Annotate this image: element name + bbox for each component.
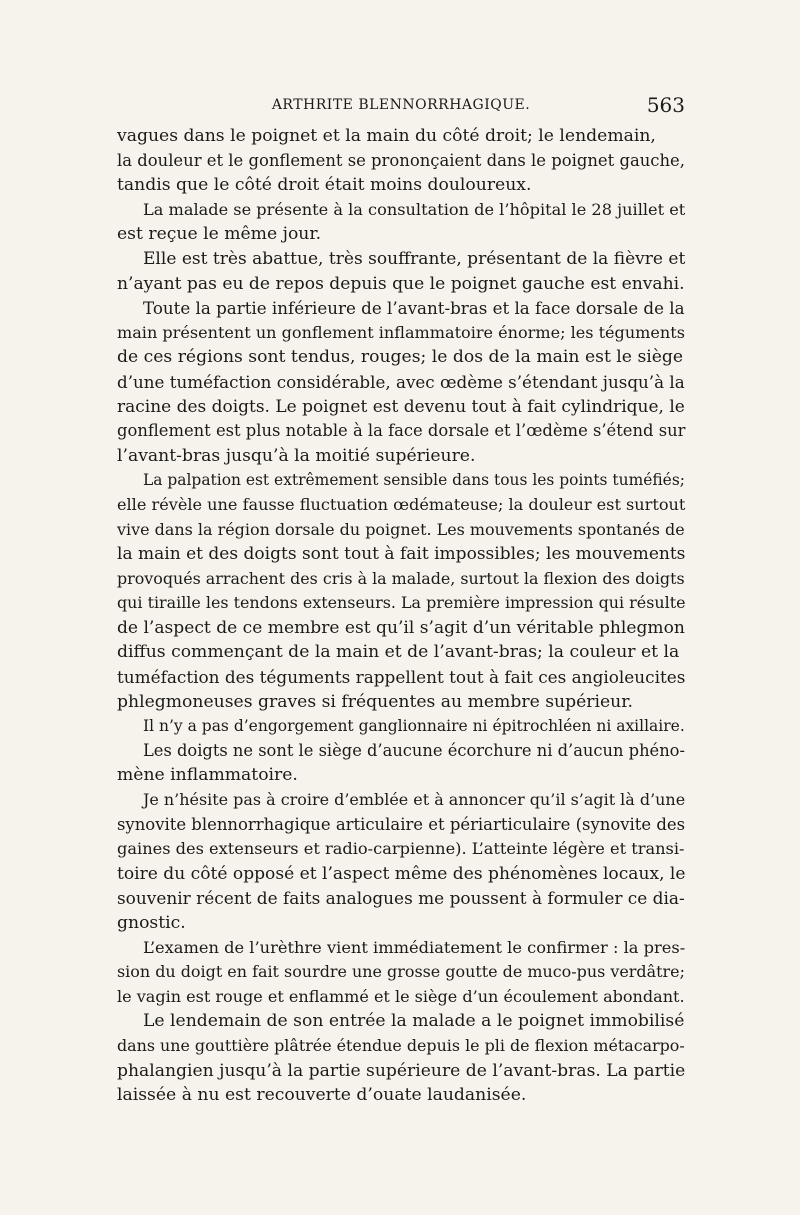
text-line: main présentent un gonflement inflammatoire énorme; les téguments — [117, 322, 685, 342]
text-line: La palpation est extrêmement sensible dans tous les points tuméfiés; — [143, 471, 685, 490]
text-line: d’une tuméfaction considérable, avec œdème s’étendant jusqu’à la — [117, 371, 685, 392]
text-line: La malade se présente à la consultation de l’hôpital le 28 juillet et — [143, 199, 686, 219]
text-line: qui tiraille les tendons extenseurs. La première impression qui résulte — [117, 593, 686, 613]
text-line: gonflement est plus notable à la face dorsale et l’œdème s’étend sur — [117, 421, 686, 441]
text-line: Elle est très abattue, très souffrante, présentant de la fièvre et — [143, 248, 686, 269]
text-line: de l’aspect de ce membre est qu’il s’agit d’un véritable phlegmon — [117, 617, 685, 638]
text-line: dans une gouttière plâtrée étendue depuis le pli de flexion métacarpo- — [117, 1035, 685, 1055]
text-line: Les doigts ne sont le siège d’aucune écorchure ni d’aucun phéno- — [143, 740, 685, 760]
text-line: Je n’hésite pas à croire d’emblée et à annoncer qu’il s’agit là d’une — [143, 790, 686, 810]
text-line: tandis que le côté droit était moins douloureux. — [117, 175, 532, 196]
text-line: phlegmoneuses graves si fréquentes au membre supérieur. — [117, 691, 634, 712]
text-line: souvenir récent de faits analogues me poussent à formuler ce dia- — [117, 888, 685, 909]
text-line: la main et des doigts sont tout à fait impossibles; les mouvements — [117, 544, 686, 565]
text-line: vive dans la région dorsale du poignet. Les mouvements spontanés de — [117, 519, 685, 539]
text-line: Le lendemain de son entrée la malade a le poignet immobilisé — [143, 1011, 685, 1032]
text-line: racine des doigts. Le poignet est devenu tout à fait cylindrique, le — [117, 396, 685, 417]
text-line: toire du côté opposé et l’aspect même des phénomènes locaux, le — [117, 863, 686, 884]
text-line: diffus commençant de la main et de l’avant-bras; la couleur et la — [117, 642, 680, 663]
text-line: le vagin est rouge et enflammé et le siège d’un écoulement abondant. — [117, 986, 685, 1006]
text-line: gaines des extenseurs et radio-carpienne). L’atteinte légère et transi- — [117, 839, 685, 859]
text-line: gnostic. — [117, 913, 186, 933]
text-line: de ces régions sont tendus, rouges; le dos de la main est le siège — [117, 347, 684, 368]
text-line: L’examen de l’urèthre vient immédiatement le confirmer : la pres- — [143, 937, 686, 957]
text-line: mène inflammatoire. — [117, 765, 298, 786]
text-line: est reçue le même jour. — [117, 224, 322, 245]
text-line: tuméfaction des téguments rappellent tout à fait ces angioleucites — [117, 667, 686, 688]
running-head — [117, 93, 685, 123]
text-line: phalangien jusqu’à la partie supérieure de l’avant-bras. La partie — [117, 1060, 686, 1081]
text-line: la douleur et le gonflement se prononçaient dans le poignet gauche, — [117, 150, 685, 170]
text-line: Il n’y a pas d’engorgement ganglionnaire ni épitrochléen ni axillaire. — [143, 717, 685, 736]
body-text — [117, 124, 685, 1108]
text-line: laissée à nu est recouverte d’ouate laudanisée. — [117, 1085, 527, 1106]
text-line: provoqués arrachent des cris à la malade, surtout la flexion des doigts — [117, 568, 685, 588]
running-title: ARTHRITE BLENNORRHAGIQUE. — [271, 97, 531, 113]
text-line: l’avant-bras jusqu’à la moitié supérieure. — [117, 445, 476, 466]
page-number: 563 — [646, 93, 685, 117]
text-line: synovite blennorrhagique articulaire et périarticulaire (synovite des — [117, 814, 686, 834]
text-line: Toute la partie inférieure de l’avant-bras et la face dorsale de la — [143, 298, 685, 319]
text-line: vagues dans le poignet et la main du côté droit; le lendemain, — [117, 126, 656, 146]
text-line: sion du doigt en fait sourdre une grosse goutte de muco-pus verdâtre; — [117, 962, 685, 982]
text-line: n’ayant pas eu de repos depuis que le poignet gauche est envahi. — [117, 273, 685, 294]
text-line: elle révèle une fausse fluctuation œdémateuse; la douleur est surtout — [117, 494, 686, 514]
